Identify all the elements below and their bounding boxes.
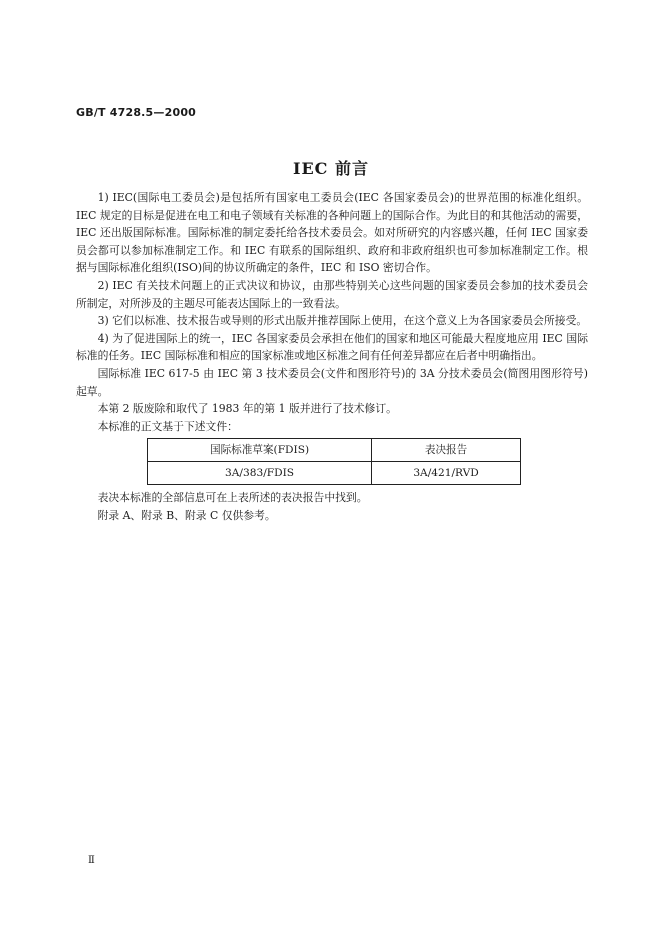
page-title: IEC 前言 (293, 159, 369, 178)
paragraph: 3) 它们以标准、技术报告或导则的形式出版并推荐国际上使用，在这个意义上为各国家委员会所接受。 (97, 314, 588, 328)
paragraph: 表决本标准的全部信息可在上表所述的表决报告中找到。 (97, 491, 368, 505)
paragraph: 2) IEC 有关技术问题上的正式决议和协议，由那些特别关心这些问题的国家委员会参加的技术委员会所制定，对所涉及的主题尽可能表达国际上的一致看法。 (76, 278, 588, 310)
paragraph: 国际标准 IEC 617-5 由 IEC 第 3 技术委员会(文件和图形符号)的 3A 分技术委员会(简图用图形符号)起草。 (76, 366, 588, 398)
paragraph: 1) IEC(国际电工委员会)是包括所有国家电工委员会(IEC 各国家委员会)的世界范围的标准化组织。IEC 规定的目标是促进在电工和电子领域有关标准的各种问题上的国际合作。为此目的和其他活动的需要，IEC 还出版国际标准。国际标准的制定委托给各技术委员会。如对所研究的内容感兴趣，任何 IEC 国家委员会都可以参加标准制定工作。和 IEC 有联系的国际组织、政府和非政府组织也可参加标准制定工作。根据与国际标准化组织(ISO)间的协议所确定的条件，IEC 和 ISO 密切合作。 (76, 191, 588, 275)
table-header-cell: 国际标准草案(FDIS) (148, 439, 372, 462)
voting-documents-table (147, 438, 521, 485)
paragraph: 附录 A、附录 B、附录 C 仅供参考。 (97, 508, 276, 522)
standard-code: GB/T 4728.5—2000 (76, 106, 197, 119)
table-row (148, 462, 521, 485)
page-number: Ⅱ (88, 855, 95, 866)
table-cell: 3A/383/FDIS (148, 462, 372, 485)
table-header-row (148, 439, 521, 462)
table-header-cell: 表决报告 (372, 439, 521, 462)
paragraph: 4) 为了促进国际上的统一，IEC 各国家委员会承担在他们的国家和地区可能最大程度地应用 IEC 国际标准的任务。IEC 国际标准和相应的国家标准或地区标准之间有任何差异都应在后者中明确指出。 (76, 331, 588, 363)
voting-documents-table-wrap (147, 438, 521, 485)
document-body (76, 189, 588, 525)
paragraph: 本标准的正文基于下述文件： (97, 419, 238, 433)
paragraph: 本第 2 版废除和取代了 1983 年的第 1 版并进行了技术修订。 (97, 402, 397, 416)
table-cell: 3A/421/RVD (372, 462, 521, 485)
